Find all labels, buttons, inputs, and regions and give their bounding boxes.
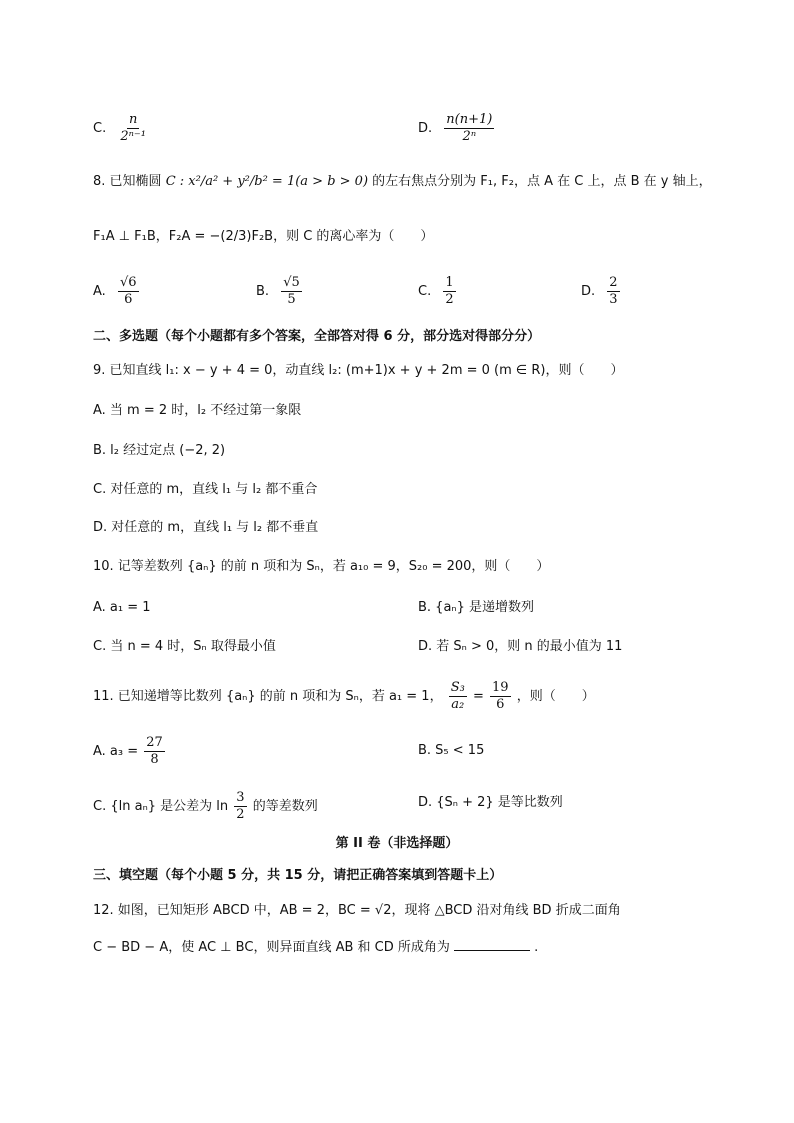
q8-option-d-numerator: 2 [609,275,618,290]
q8-option-c-numerator: 1 [445,275,454,290]
q11-option-a [93,735,167,768]
q7-option-c-denominator: 2ⁿ⁻¹ [120,129,146,144]
q12-answer-blank[interactable] [454,936,530,951]
q8-option-d-denominator: 3 [609,292,618,307]
q8-option-b [256,275,304,308]
q8-stem-line2 [93,227,433,247]
q12-stem-line2-text: C − BD − A，使 AC ⊥ BC，则异面直线 AB 和 CD 所成角为 [93,940,450,955]
q8-option-b-fraction [281,275,302,308]
q8-option-b-numerator: √5 [283,275,300,290]
q7-option-d [418,112,496,145]
q8-option-c-fraction [443,275,455,308]
q11-option-c-fraction [234,790,246,823]
q8-option-a-label: A. [93,284,106,299]
q7-option-d-denominator: 2ⁿ [462,129,477,144]
q9-option-c: C. 对任意的 m，直线 l₁ 与 l₂ 都不重合 [93,482,318,497]
q11-option-d: D. {Sₙ + 2} 是等比数列 [418,795,563,810]
q11-option-c-suffix: 的等差数列 [252,799,318,814]
q9-stem: 9. 已知直线 l₁: x − y + 4 = 0，动直线 l₂: (m+1)x + y + 2m = 0 (m ∈ R)，则（ ） [93,363,624,378]
q9-option-a: A. 当 m = 2 时，l₂ 不经过第一象限 [93,403,302,418]
q10-option-c: C. 当 n = 4 时，Sₙ 取得最小值 [93,639,276,654]
section-3-heading: 三、填空题（每个小题 5 分，共 15 分，请把正确答案填到答题卡上） [93,868,503,883]
q8-option-c [418,275,458,308]
q8-stem-prefix: 8. 已知椭圆 [93,174,162,189]
q11-stem-value [490,680,511,713]
q7-option-c-fraction [118,112,148,145]
q12-stem-line2-period: . [534,940,539,955]
q8-stem-line1 [93,172,712,192]
q9-option-d: D. 对任意的 m，直线 l₁ 与 l₂ 都不垂直 [93,520,319,535]
q8-option-a-numerator: √6 [119,275,137,290]
q12-stem-line1: 12. 如图，已知矩形 ABCD 中，AB = 2，BC = √2，现将 △BCD 沿对角线 BD 折成二面角 [93,903,621,918]
q11-option-a-numerator: 27 [146,735,163,750]
q11-option-a-fraction [144,735,165,768]
q11-stem-suffix: ，则（ ） [516,689,595,704]
q10-stem: 10. 记等差数列 {aₙ} 的前 n 项和为 Sₙ，若 a₁₀ = 9，S₂₀ = 200，则（ ） [93,559,550,574]
q8-option-d-fraction [607,275,619,308]
q11-option-c-denominator: 2 [236,807,245,822]
q8-option-c-label: C. [418,284,432,299]
q8-vector-condition: F₁A ⊥ F₁B，F₂A = −(2/3)F₂B，则 C 的离心率为（ ） [93,229,434,244]
q11-option-c-numerator: 3 [236,790,245,805]
q11-stem-ratio-denominator: a₂ [451,697,465,712]
q11-stem-equals: = [472,689,484,704]
q8-option-d-label: D. [581,284,596,299]
q10-option-d: D. 若 Sₙ > 0，则 n 的最小值为 11 [418,639,623,654]
q8-option-d [581,275,622,308]
q11-stem-value-denominator: 6 [496,697,505,712]
q7-option-d-label: D. [418,121,433,136]
q8-option-a [93,275,141,308]
q7-option-d-fraction [444,112,494,145]
q11-option-c [93,790,318,823]
q7-option-c [93,112,150,145]
q8-option-a-denominator: 6 [124,292,133,307]
q7-option-c-label: C. [93,121,107,136]
q11-stem-prefix: 11. 已知递增等比数列 {aₙ} 的前 n 项和为 Sₙ，若 a₁ = 1， [93,689,443,704]
q9-option-b: B. l₂ 经过定点 (−2, 2) [93,443,226,458]
q8-option-b-denominator: 5 [287,292,296,307]
q8-option-b-label: B. [256,284,270,299]
q10-option-b: B. {aₙ} 是递增数列 [418,600,535,615]
q11-option-a-prefix: A. a₃ = [93,744,139,759]
q10-option-a: A. a₁ = 1 [93,600,151,615]
q11-stem-value-numerator: 19 [492,680,509,695]
q11-stem [93,680,595,713]
q8-option-c-denominator: 2 [445,292,454,307]
q11-option-b: B. S₅ < 15 [418,743,485,758]
q8-stem-suffix: 的左右焦点分别为 F₁, F₂，点 A 在 C 上，点 B 在 y 轴上， [372,174,712,189]
q11-option-a-denominator: 8 [150,752,159,767]
q7-option-d-numerator: n(n+1) [446,112,493,127]
q7-option-c-numerator: n [128,112,138,127]
section-2-heading: 二、多选题（每个小题都有多个答案，全部答对得 6 分，部分选对得部分分） [93,329,541,344]
q8-ellipse-equation: C : x²/a² + y²/b² = 1(a > b > 0) [165,174,369,189]
q11-option-c-prefix: C. {ln aₙ} 是公差为 ln [93,799,229,814]
q8-option-a-fraction [118,275,139,308]
q12-stem-line2 [93,936,538,958]
part-2-title: 第 II 卷（非选择题） [335,836,459,851]
q11-stem-ratio-numerator: S₃ [450,680,465,695]
q11-stem-ratio [449,680,467,713]
